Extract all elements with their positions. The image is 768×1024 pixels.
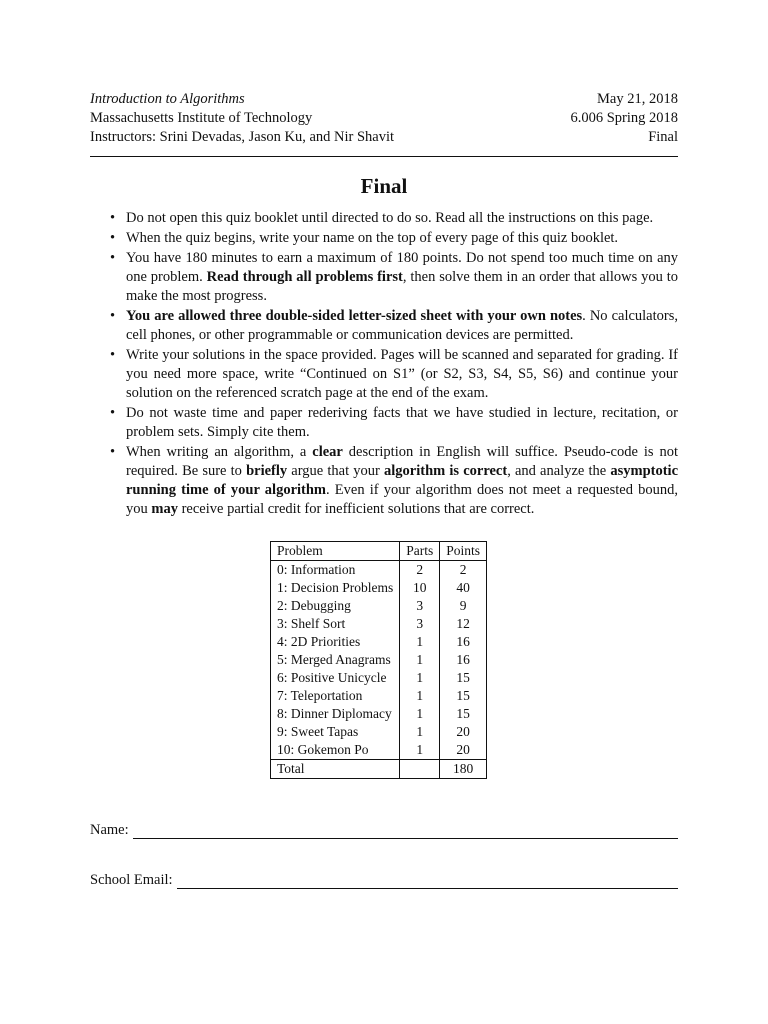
problem-cell: 3: Shelf Sort	[271, 615, 400, 633]
instruction-emphasis: You are allowed three double-sided letter-sized sheet with your own notes	[126, 308, 583, 324]
instruction-text: . Even if your algorithm does not meet a requested bound, you	[126, 482, 678, 517]
points-cell: 16	[440, 633, 487, 651]
name-label: Name:	[90, 822, 129, 838]
instruction-item	[108, 249, 678, 306]
name-field[interactable]	[90, 822, 678, 839]
instruction-text: You have 180 minutes to earn a maximum of 180 points. Do not spend too much time on any one problem.	[126, 250, 678, 285]
instruction-text: . No calculators, cell phones, or other programmable or communication devices are permitted.	[126, 308, 678, 343]
total-parts	[400, 760, 440, 779]
instruction-text: When writing an algorithm, a	[126, 444, 313, 460]
instruction-emphasis: Read through all problems first	[206, 269, 403, 285]
points-cell: 20	[440, 723, 487, 741]
instructions-list	[108, 209, 678, 520]
school-email-label: School Email:	[90, 872, 173, 888]
table-row	[271, 579, 487, 597]
table-row	[271, 651, 487, 669]
problem-cell: 6: Positive Unicycle	[271, 669, 400, 687]
points-cell: 15	[440, 687, 487, 705]
column-header-points: Points	[440, 542, 487, 561]
parts-cell: 1	[400, 669, 440, 687]
total-label: Total	[271, 760, 400, 779]
column-header-problem: Problem	[271, 542, 400, 561]
points-cell: 12	[440, 615, 487, 633]
table-row	[271, 687, 487, 705]
instruction-text: , and analyze the	[507, 463, 611, 479]
instruction-text: Do not open this quiz booklet until directed to do so. Read all the instructions on this page.	[126, 210, 654, 226]
table-row	[271, 615, 487, 633]
instruction-emphasis: may	[151, 501, 178, 517]
header-divider	[90, 156, 678, 157]
instruction-item	[108, 346, 678, 403]
school-email-line[interactable]	[177, 874, 678, 889]
points-cell: 40	[440, 579, 487, 597]
parts-cell: 1	[400, 633, 440, 651]
instruction-emphasis: clear	[312, 444, 343, 460]
instruction-text: Do not waste time and paper rederiving facts that we have studied in lecture, recitation, or problem sets. Simply cite them.	[126, 405, 678, 440]
course-term: 6.006 Spring 2018	[570, 110, 678, 126]
instruction-emphasis: briefly	[246, 463, 288, 479]
problem-cell: 4: 2D Priorities	[271, 633, 400, 651]
table-body	[271, 561, 487, 779]
exam-type: Final	[648, 129, 678, 145]
instruction-emphasis: asymptotic running time of your algorithm	[126, 463, 679, 498]
problem-cell: 8: Dinner Diplomacy	[271, 705, 400, 723]
header-row-1	[90, 90, 678, 109]
table-row	[271, 723, 487, 741]
table-row	[271, 669, 487, 687]
instruction-item	[108, 209, 678, 228]
points-cell: 16	[440, 651, 487, 669]
table-header-row	[271, 542, 487, 561]
parts-cell: 1	[400, 687, 440, 705]
instructors: Instructors: Srini Devadas, Jason Ku, and Nir Shavit	[90, 129, 395, 145]
points-cell: 9	[440, 597, 487, 615]
table-row	[271, 597, 487, 615]
instruction-item	[108, 307, 678, 345]
problem-cell: 7: Teleportation	[271, 687, 400, 705]
parts-cell: 1	[400, 651, 440, 669]
document-header	[90, 90, 678, 147]
instruction-text: Write your solutions in the space provided. Pages will be scanned and separated for grading. If you need more space, write “Continued on S1” (or S2, S3, S4, S5, S6) and continue your solution on the referenced scratch page at the end of the exam.	[126, 347, 678, 401]
parts-cell: 10	[400, 579, 440, 597]
points-cell: 2	[440, 561, 487, 580]
instruction-text: argue that your	[287, 463, 385, 479]
parts-cell: 1	[400, 741, 440, 760]
column-header-parts: Parts	[400, 542, 440, 561]
total-points: 180	[440, 760, 487, 779]
points-cell: 20	[440, 741, 487, 760]
problem-cell: 2: Debugging	[271, 597, 400, 615]
parts-cell: 1	[400, 723, 440, 741]
problem-cell: 1: Decision Problems	[271, 579, 400, 597]
problem-cell: 10: Gokemon Po	[271, 741, 400, 760]
instruction-item	[108, 404, 678, 442]
instruction-text: , then solve them in an order that allows you to make the most progress.	[126, 269, 678, 304]
table-row	[271, 705, 487, 723]
instruction-text: description in English will suffice. Pseudo-code is not required. Be sure to	[126, 444, 678, 479]
course-title: Introduction to Algorithms	[90, 91, 245, 107]
header-row-2	[90, 109, 678, 128]
points-table	[270, 541, 487, 779]
problem-cell: 5: Merged Anagrams	[271, 651, 400, 669]
problem-cell: 9: Sweet Tapas	[271, 723, 400, 741]
instruction-text: When the quiz begins, write your name on the top of every page of this quiz booklet.	[126, 230, 619, 246]
points-cell: 15	[440, 669, 487, 687]
table-row	[271, 561, 487, 580]
instruction-item	[108, 443, 678, 519]
instruction-item	[108, 229, 678, 248]
table-row	[271, 633, 487, 651]
instruction-text: receive partial credit for inefficient solutions that are correct.	[177, 501, 535, 517]
exam-date: May 21, 2018	[597, 91, 678, 107]
instruction-emphasis: algorithm is correct	[384, 463, 508, 479]
points-cell: 15	[440, 705, 487, 723]
problem-cell: 0: Information	[271, 561, 400, 580]
header-row-3	[90, 128, 678, 147]
parts-cell: 2	[400, 561, 440, 580]
name-line[interactable]	[133, 824, 678, 839]
page-title: Final	[360, 174, 408, 198]
parts-cell: 3	[400, 597, 440, 615]
institution: Massachusetts Institute of Technology	[90, 110, 313, 126]
parts-cell: 3	[400, 615, 440, 633]
table-row	[271, 741, 487, 760]
table-total-row	[271, 760, 487, 779]
parts-cell: 1	[400, 705, 440, 723]
school-email-field[interactable]	[90, 872, 678, 889]
